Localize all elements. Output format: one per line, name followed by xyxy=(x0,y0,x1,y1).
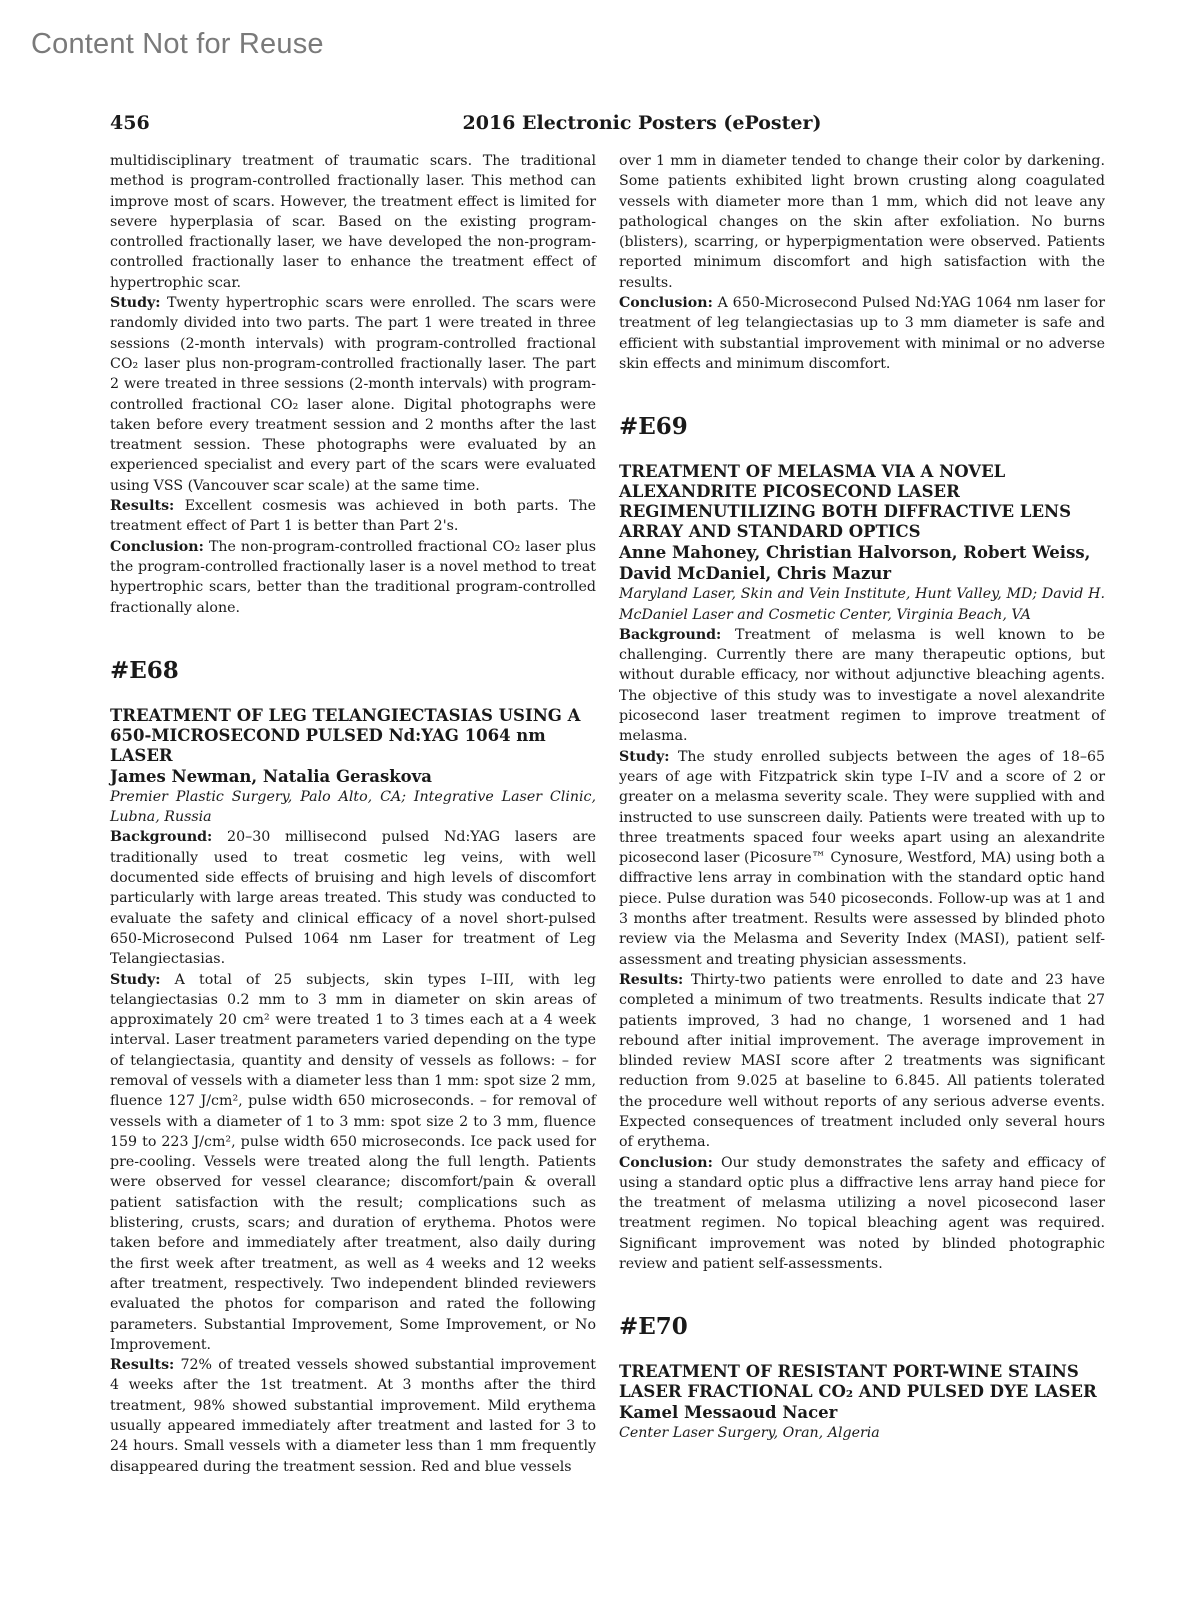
section-label: Conclusion: xyxy=(619,1154,713,1171)
abstract-title: TREATMENT OF MELASMA VIA A NOVEL ALEXANDRITE PICOSECOND LASER REGIMENUTILIZING BOTH DIFFRACTIVE LENS ARRAY AND STANDARD OPTICS xyxy=(619,462,1072,542)
section-label: Study: xyxy=(619,748,670,765)
paragraph xyxy=(619,293,1105,374)
section-text: Excellent cosmesis was achieved in both parts. The treatment effect of Part 1 is better than Part 2's. xyxy=(110,498,596,535)
right-column xyxy=(619,151,1105,1444)
paragraph xyxy=(619,1153,1105,1275)
section-label: Study: xyxy=(110,295,161,312)
paragraph xyxy=(619,625,1105,747)
section-text: A 650-Microsecond Pulsed Nd:YAG 1064 nm laser for treatment of leg telangiectasias up to 3 mm diameter is safe and efficient with substantial improvement with minimal or no adverse skin effects and minimum discomfort. xyxy=(619,295,1105,372)
section-text: Thirty-two patients were enrolled to date and 23 have completed a minimum of two treatments. Results indicate that 27 patients improved, 3 had no change, 1 worsened and 1 had rebound after initial improvement. The average improvement in blinded review MASI score after 2 treatments was significant reduction from 9.025 at baseline to 6.845. All patients tolerated the procedure well without reports of any serious adverse events. Expected consequences of treatment included only several hours of erythema. xyxy=(619,971,1105,1151)
abstract-affiliation: Premier Plastic Surgery, Palo Alto, CA; Integrative Laser Clinic, Lubna, Russia xyxy=(110,788,596,826)
paragraph xyxy=(110,537,596,618)
abstract-id: #E69 xyxy=(619,413,688,441)
section-label: Results: xyxy=(110,1357,175,1374)
section-text: 20–30 millisecond pulsed Nd:YAG lasers are traditionally used to treat cosmetic leg veins, with well documented side effects of bruising and high levels of discomfort particularly with large areas treated. This study was conducted to evaluate the safety and clinical efficacy of a novel short-pulsed 650-Microsecond Pulsed 1064 nm Laser for treatment of Leg Telangiectasias. xyxy=(110,829,596,968)
abstract-authors: Anne Mahoney, Christian Halvorson, Robert Weiss, David McDaniel, Chris Mazur xyxy=(619,543,1091,584)
section-label: Background: xyxy=(110,829,213,846)
abstract-affiliation: Maryland Laser, Skin and Vein Institute, Hunt Valley, MD; David H. McDaniel Laser and Cosmetic Center, Virginia Beach, VA xyxy=(619,586,1105,623)
section-label: Study: xyxy=(110,971,161,988)
journal-title: 2016 Electronic Posters (ePoster) xyxy=(462,112,822,134)
paragraph xyxy=(110,827,596,969)
abstract-authors: Kamel Messaoud Nacer xyxy=(619,1403,838,1423)
abstract-authors: James Newman, Natalia Geraskova xyxy=(110,766,432,786)
paragraph xyxy=(110,293,596,496)
paragraph xyxy=(110,970,596,1356)
section-label: Results: xyxy=(110,498,175,515)
section-label: Results: xyxy=(619,971,684,988)
abstract-title: TREATMENT OF LEG TELANGIECTASIAS USING A 650-MICROSECOND PULSED Nd:YAG 1064 nm LASER xyxy=(110,705,581,765)
page-header xyxy=(110,112,1108,140)
abstract-id: #E68 xyxy=(110,656,179,684)
section-text: Our study demonstrates the safety and efficacy of using a standard optic plus a diffractive lens array hand piece for the treatment of melasma utilizing a novel picosecond laser treatment regimen. No topical bleaching agent was required. Significant improvement was noted by blinded photographic review and patient self-assessments. xyxy=(619,1154,1105,1273)
left-column xyxy=(110,151,596,1477)
abstract-title: TREATMENT OF RESISTANT PORT-WINE STAINS LASER FRACTIONAL CO₂ AND PULSED DYE LASER xyxy=(619,1362,1097,1402)
section-text: The study enrolled subjects between the ages of 18–65 years of age with Fitzpatrick skin type I–IV and a score of 2 or greater on a melasma severity scale. They were supplied with and instructed to use sunscreen daily. Patients were treated with up to three treatments spaced four weeks apart using an alexandrite picosecond laser (Picosure™ Cynosure, Westford, MA) using both a diffractive lens array in combination with the standard optic hand piece. Pulse duration was 540 picoseconds. Follow-up was at 1 and 3 months after treatment. Results were assessed by blinded photo review via the Melasma and Severity Index (MASI), patient self-assessment and treating physician assessments. xyxy=(619,748,1105,968)
page-number: 456 xyxy=(110,112,150,134)
section-text: 72% of treated vessels showed substantial improvement 4 weeks after the 1st treatment. At 3 months after the third treatment, 98% showed substantial improvement. Mild erythema usually appeared immediately after treatment and lasted for 3 to 24 hours. Small vessels with a diameter less than 1 mm frequently disappeared during the treatment session. Red and blue vessels xyxy=(110,1357,596,1475)
section-text: Treatment of melasma is well known to be challenging. Currently there are many therapeutic options, but without durable efficacy, nor without adjunctive bleaching agents. The objective of this study was to investigate a novel alexandrite picosecond laser treatment regimen to improve treatment of melasma. xyxy=(619,626,1105,745)
paragraph xyxy=(619,747,1105,970)
section-label: Background: xyxy=(619,626,722,643)
watermark: Content Not for Reuse xyxy=(31,28,324,60)
section-text: A total of 25 subjects, skin types I–III, with leg telangiectasias 0.2 mm to 3 mm in diameter on skin areas of approximately 20 cm² were treated 1 to 3 times each at a 4 week interval. Laser treatment parameters varied depending on the type of telangiectasia, quantity and density of vessels as follows: – for removal of vessels with a diameter less than 1 mm: spot size 2 mm, fluence 127 J/cm², pulse width 650 microseconds. – for removal of vessels with a diameter of 1 to 3 mm: spot size 2 to 3 mm, fluence 159 to 223 J/cm², pulse width 650 microseconds. Ice pack used for pre-cooling. Vessels were treated along the full length. Patients were observed for vessel clearance; discomfort/pain & overall patient satisfaction with the result; complications such as blistering, crusts, scars; and duration of erythema. Photos were taken before and immediately after treatment, also daily during the first week after treatment, as well as 4 weeks and 12 weeks after treatment, respectively. Two independent blinded reviewers evaluated the photos for comparison and rated the following parameters. Substantial Improvement, Some Improvement, or No Improvement. xyxy=(110,971,596,1353)
paragraph xyxy=(110,496,596,537)
section-label: Conclusion: xyxy=(110,538,204,555)
section-text: The non-program-controlled fractional CO₂ laser plus the program-controlled fractionally laser is a novel method to treat hypertrophic scars, better than the traditional program-controlled fractionally alone. xyxy=(110,538,596,616)
section-label: Conclusion: xyxy=(619,295,713,312)
paragraph xyxy=(619,970,1105,1153)
paragraph: over 1 mm in diameter tended to change their color by darkening. Some patients exhibited light brown crusting along coagulated vessels with diameter more than 1 mm, which did not leave any pathological changes on the skin after exfoliation. No burns (blisters), scarring, or hyperpigmentation were observed. Patients reported minimum discomfort and high satisfaction with the results. xyxy=(619,153,1105,291)
paragraph xyxy=(110,1355,596,1477)
section-text: Twenty hypertrophic scars were enrolled. The scars were randomly divided into two parts. The part 1 were treated in three sessions (2-month intervals) with program-controlled fractional CO₂ laser plus non-program-controlled fractionally laser. The part 2 were treated in three sessions (2-month intervals) with program-controlled fractional CO₂ laser alone. Digital photographs were taken before every treatment session and 2 months after the last treatment session. These photographs were evaluated by an experienced specialist and every part of the scars were evaluated using VSS (Vancouver scar scale) at the same time. xyxy=(110,295,596,494)
paragraph: multidisciplinary treatment of traumatic scars. The traditional method is program-controlled fractionally laser. This method can improve most of scars. However, the treatment effect is limited for severe hyperplasia of scar. Based on the existing program-controlled fractionally laser, we have developed the non-program-controlled fractionally laser to enhance the treatment effect of hypertrophic scar. xyxy=(110,153,596,291)
abstract-affiliation: Center Laser Surgery, Oran, Algeria xyxy=(619,1425,880,1442)
abstract-id: #E70 xyxy=(619,1313,688,1341)
